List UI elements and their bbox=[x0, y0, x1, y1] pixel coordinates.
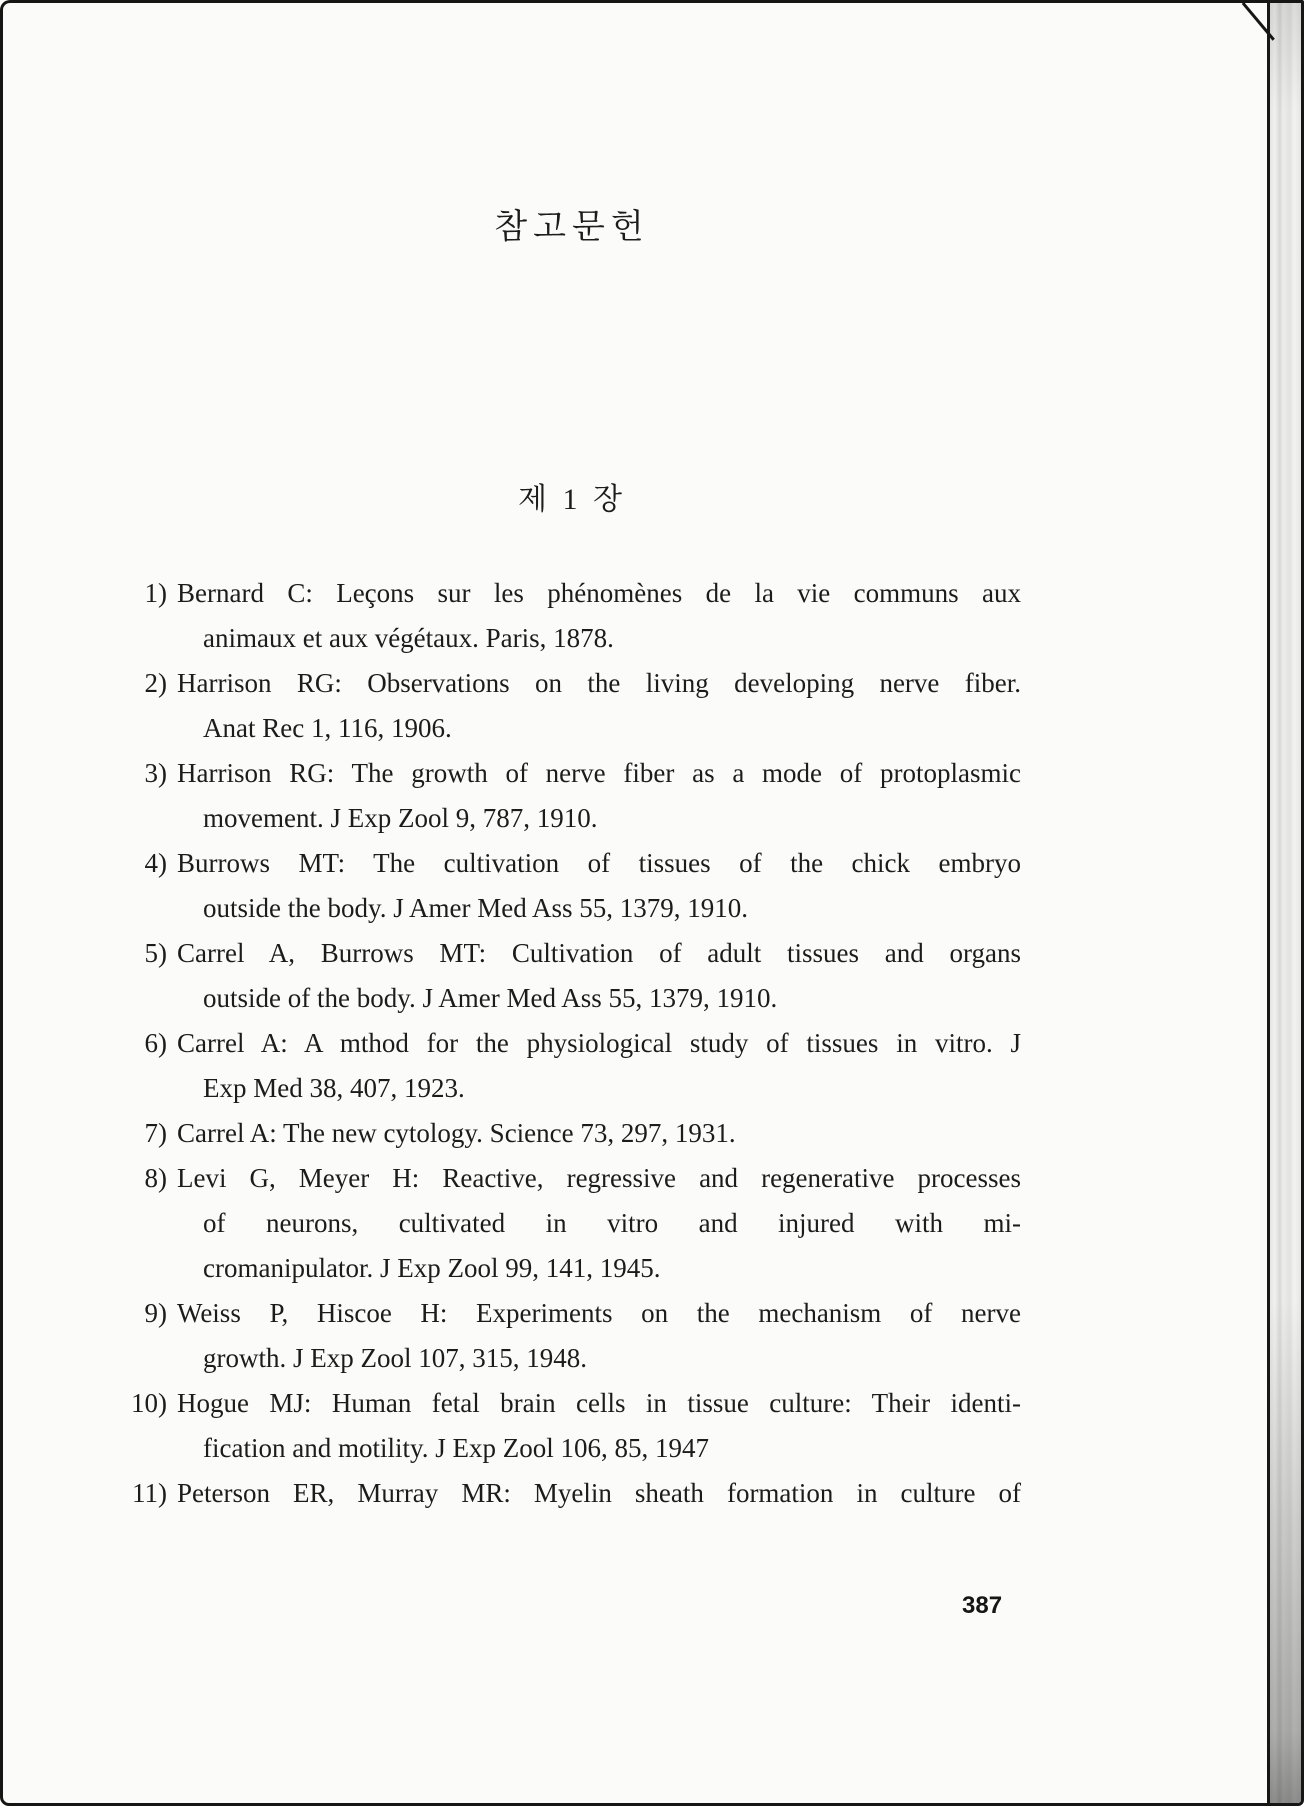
reference-text bbox=[177, 1381, 1021, 1471]
reference-item bbox=[123, 841, 1021, 931]
reference-number: 11) bbox=[132, 1478, 167, 1508]
reference-line: movement. J Exp Zool 9, 787, 1910. bbox=[203, 803, 598, 833]
reference-line: animaux et aux végétaux. Paris, 1878. bbox=[203, 623, 614, 653]
reference-number: 10) bbox=[131, 1388, 167, 1418]
book-page-edge-shadow bbox=[1267, 3, 1301, 1803]
reference-line: Carrel A: A mthod for the physiological study of tissues in vitro. J bbox=[177, 1028, 1021, 1058]
reference-line: of neurons, cultivated in vitro and injured with mi- bbox=[203, 1208, 1021, 1238]
reference-line: cromanipulator. J Exp Zool 99, 141, 1945. bbox=[203, 1253, 661, 1283]
reference-line: Anat Rec 1, 116, 1906. bbox=[203, 713, 452, 743]
reference-line: growth. J Exp Zool 107, 315, 1948. bbox=[203, 1343, 587, 1373]
reference-item bbox=[123, 1381, 1021, 1471]
reference-number: 4) bbox=[144, 848, 167, 878]
reference-line: outside the body. J Amer Med Ass 55, 1379, 1910. bbox=[203, 893, 748, 923]
reference-number: 6) bbox=[144, 1028, 167, 1058]
reference-item bbox=[123, 931, 1021, 1021]
reference-text bbox=[177, 931, 1021, 1021]
reference-number: 1) bbox=[144, 578, 167, 608]
reference-number: 7) bbox=[144, 1118, 167, 1148]
reference-item bbox=[123, 751, 1021, 841]
reference-number: 9) bbox=[144, 1298, 167, 1328]
reference-text bbox=[177, 1111, 1021, 1156]
reference-item bbox=[123, 1111, 1021, 1156]
reference-number: 3) bbox=[144, 758, 167, 788]
reference-line: Levi G, Meyer H: Reactive, regressive and regenerative processes bbox=[177, 1163, 1021, 1193]
reference-line: Bernard C: Leçons sur les phénomènes de la vie communs aux bbox=[177, 578, 1021, 608]
reference-text bbox=[177, 661, 1021, 751]
section-title: 참고문헌 bbox=[494, 209, 650, 246]
reference-line: Burrows MT: The cultivation of tissues of the chick embryo bbox=[177, 848, 1021, 878]
reference-line: Harrison RG: Observations on the living developing nerve fiber. bbox=[177, 668, 1021, 698]
reference-line: Weiss P, Hiscoe H: Experiments on the mechanism of nerve bbox=[177, 1298, 1021, 1328]
reference-text bbox=[177, 571, 1021, 661]
reference-line: Carrel A: The new cytology. Science 73, 297, 1931. bbox=[177, 1118, 736, 1148]
reference-line: Hogue MJ: Human fetal brain cells in tissue culture: Their identi- bbox=[177, 1388, 1021, 1418]
chapter-heading: 제 1 장 bbox=[518, 483, 626, 516]
reference-line: fication and motility. J Exp Zool 106, 85, 1947 bbox=[203, 1433, 709, 1463]
reference-number: 8) bbox=[144, 1163, 167, 1193]
page-number: 387 bbox=[962, 1592, 1003, 1619]
reference-text bbox=[177, 1471, 1021, 1516]
reference-number: 5) bbox=[144, 938, 167, 968]
reference-text bbox=[177, 1156, 1021, 1291]
reference-item bbox=[123, 1291, 1021, 1381]
reference-item bbox=[123, 1021, 1021, 1111]
reference-line: Harrison RG: The growth of nerve fiber as a mode of protoplasmic bbox=[177, 758, 1021, 788]
reference-line: Carrel A, Burrows MT: Cultivation of adult tissues and organs bbox=[177, 938, 1021, 968]
reference-text bbox=[177, 841, 1021, 931]
page-content bbox=[3, 3, 1021, 1516]
reference-item bbox=[123, 1471, 1021, 1516]
reference-line: Peterson ER, Murray MR: Myelin sheath formation in culture of bbox=[177, 1478, 1021, 1508]
reference-text bbox=[177, 1291, 1021, 1381]
reference-number: 2) bbox=[144, 668, 167, 698]
reference-line: outside of the body. J Amer Med Ass 55, 1379, 1910. bbox=[203, 983, 778, 1013]
reference-item bbox=[123, 1156, 1021, 1291]
reference-line: Exp Med 38, 407, 1923. bbox=[203, 1073, 465, 1103]
reference-item bbox=[123, 661, 1021, 751]
reference-text bbox=[177, 1021, 1021, 1111]
reference-item bbox=[123, 571, 1021, 661]
reference-list bbox=[123, 571, 1021, 1516]
reference-text bbox=[177, 751, 1021, 841]
